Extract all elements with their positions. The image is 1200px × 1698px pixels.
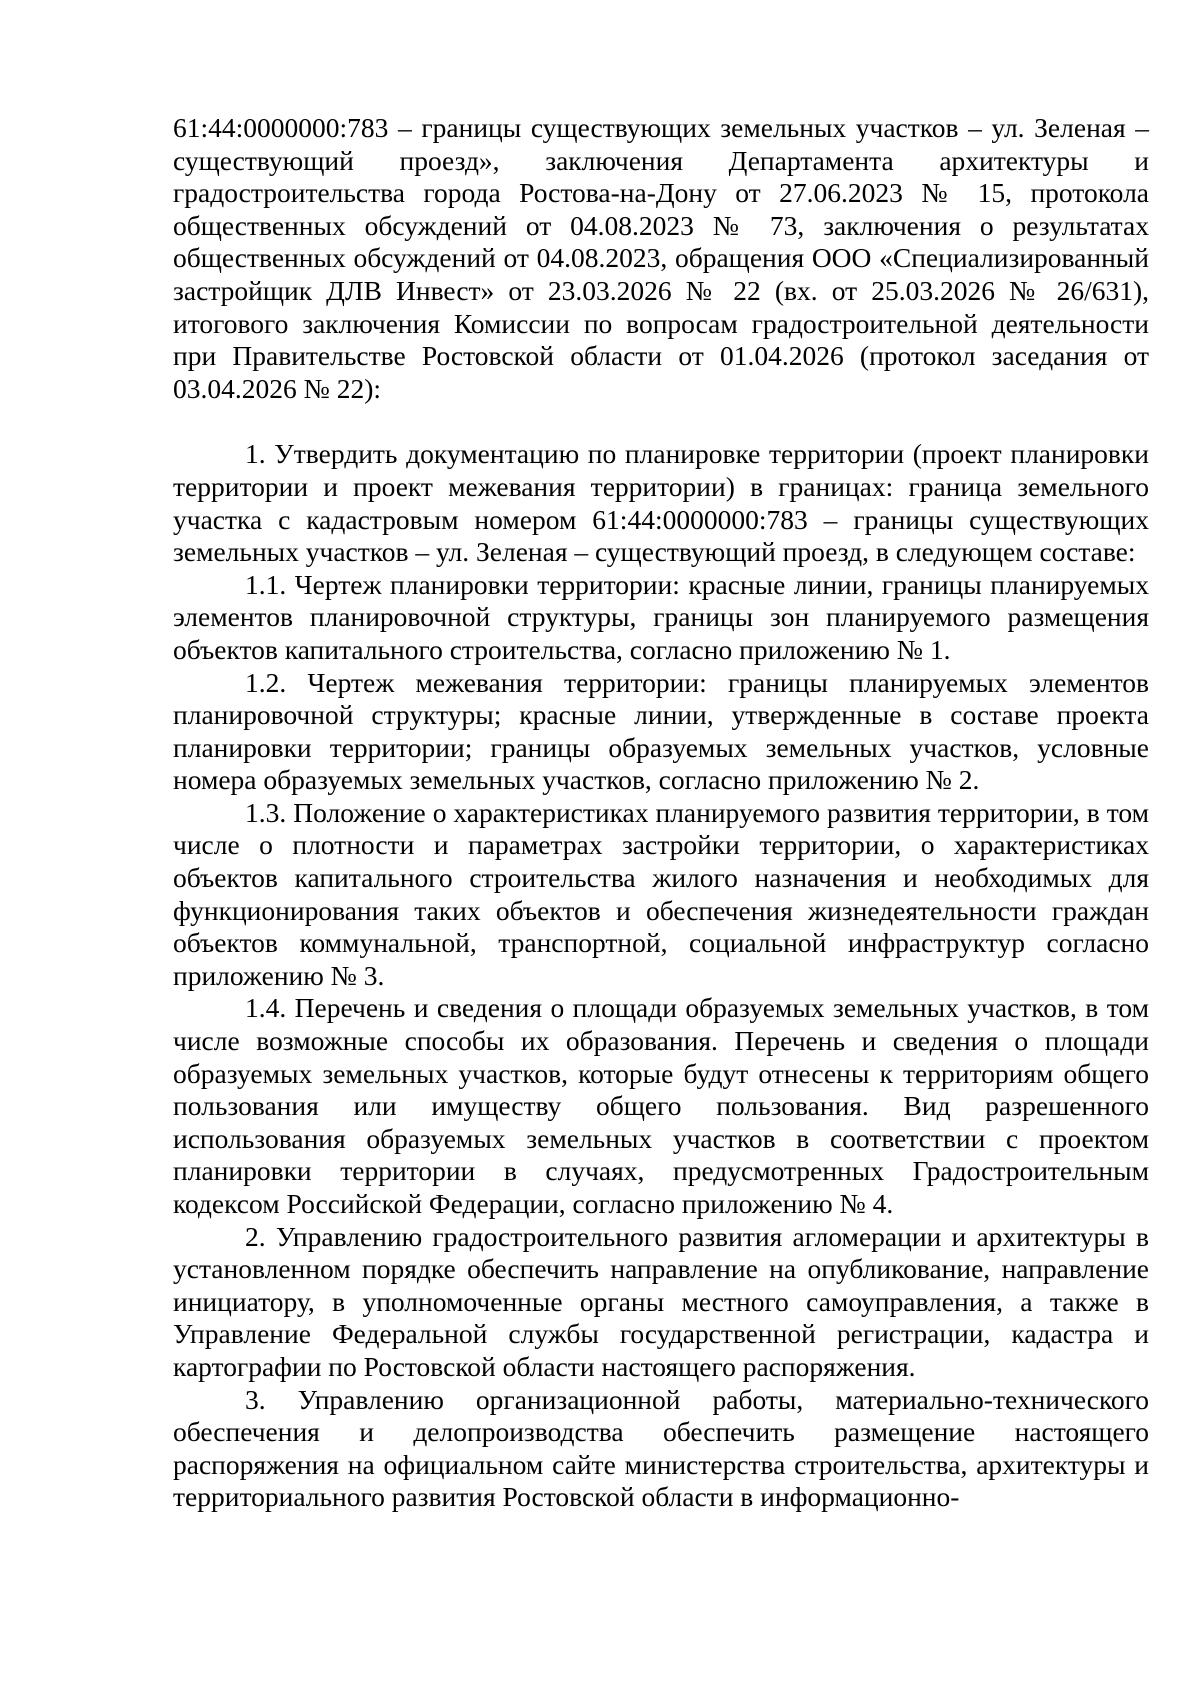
paragraph-spacer	[173, 405, 1149, 438]
item-2: 2. Управлению градостроительного развития агломерации и архитектуры в установленном порядке обеспечить направление на опубликование, направление инициатору, в уполномоченные органы местного самоуправления, а также в Управление Федеральной службы государственной регистрации, кадастра и картографии по Ростовской области настоящего распоряжения.	[173, 1220, 1149, 1382]
item-1-2: 1.2. Чертеж межевания территории: границы планируемых элементов планировочной структуры; красные линии, утвержденные в составе проекта планировки территории; границы образуемых земельных участков, условные номера образуемых земельных участков, согласно приложению № 2.	[173, 666, 1149, 796]
item-3: 3. Управлению организационной работы, материально-технического обеспечения и делопроизводства обеспечить размещение настоящего распоряжения на официальном сайте министерства строительства, архитектуры и территориального развития Ростовской области в информационно-	[173, 1383, 1149, 1513]
item-1-1: 1.1. Чертеж планировки территории: красные линии, границы планируемых элементов планировочной структуры, границы зон планируемого размещения объектов капитального строительства, согласно приложению № 1.	[173, 568, 1149, 665]
document-page	[173, 112, 1149, 1514]
item-1-4: 1.4. Перечень и сведения о площади образуемых земельных участков, в том числе возможные способы их образования. Перечень и сведения о площади образуемых земельных участков, которые будут отнесены к территориям общего пользования или имуществу общего пользования. Вид разрешенного использования образуемых земельных участков в соответствии с проектом планировки территории в случаях, предусмотренных Градостроительным кодексом Российской Федерации, согласно приложению № 4.	[173, 992, 1149, 1219]
item-1: 1. Утвердить документацию по планировке территории (проект планировки территории и проект межевания территории) в границах: граница земельного участка с кадастровым номером 61:44:0000000:783 – границы существующих земельных участков – ул. Зеленая – существующий проезд, в следующем составе:	[173, 438, 1149, 568]
intro-paragraph: 61:44:0000000:783 – границы существующих земельных участков – ул. Зеленая – существующий проезд», заключения Департамента архитектуры и градостроительства города Ростова-на-Дону от 27.06.2023 № 15, протокола общественных обсуждений от 04.08.2023 № 73, заключения о результатах общественных обсуждений от 04.08.2023, обращения ООО «Специализированный застройщик ДЛВ Инвест» от 23.03.2026 № 22 (вх. от 25.03.2026 № 26/631), итогового заключения Комиссии по вопросам градостроительной деятельности при Правительстве Ростовской области от 01.04.2026 (протокол заседания от 03.04.2026 № 22):	[173, 112, 1149, 404]
item-1-3: 1.3. Положение о характеристиках планируемого развития территории, в том числе о плотности и параметрах застройки территории, о характеристиках объектов капитального строительства жилого назначения и необходимых для функционирования таких объектов и обеспечения жизнедеятельности граждан объектов коммунальной, транспортной, социальной инфраструктур согласно приложению № 3.	[173, 796, 1149, 991]
